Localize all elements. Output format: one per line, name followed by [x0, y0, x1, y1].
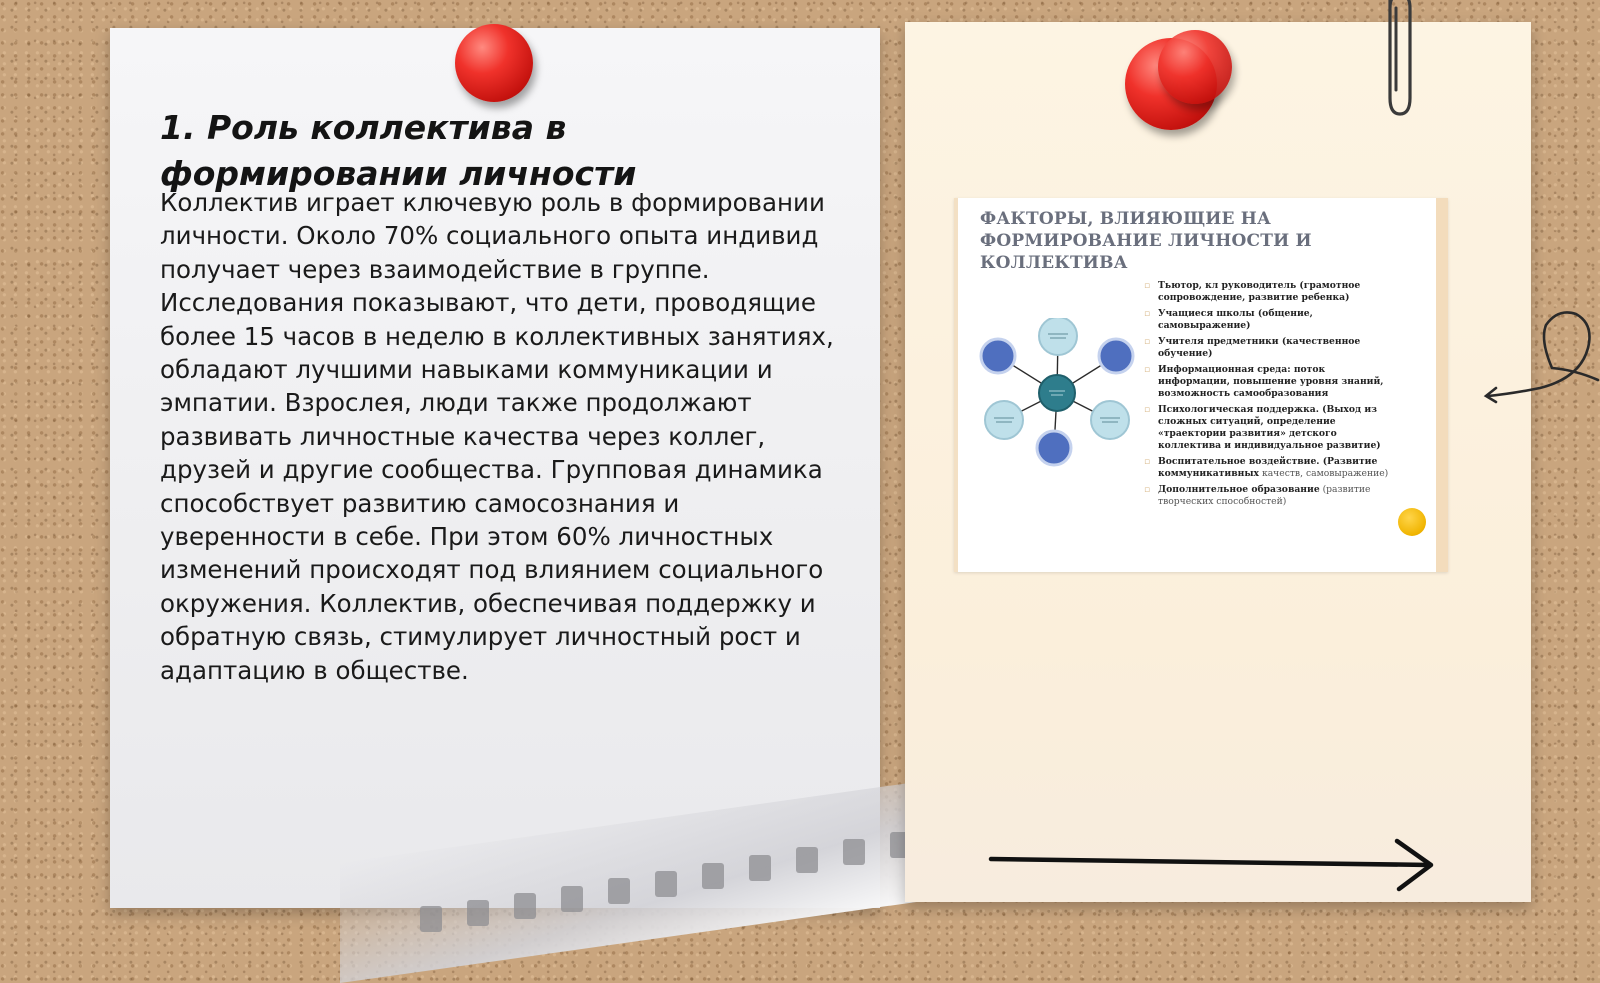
factors-list: [1144, 280, 1394, 512]
swirl-arrow-icon: [1480, 300, 1600, 410]
list-item: ▫ Учителя предметники (качественное обучение): [1144, 336, 1361, 359]
body-paragraph: Коллектив играет ключевую роль в формировании личности. Около 70% социального опыта индивид получает через взаимодействие в группе. Исследования показывают, что дети, проводящие более 15 часов в неделю в коллективных занятиях, обладают лучшими навыками коммуникации и эмпатии. Взрослея, люди также продолжают развивать личностные качества через коллег, друзей и другие сообщества. Групповая динамика способствует развитию самосознания и уверенности в себе. При этом 60% личностных изменений происходят под влиянием социального окружения. Коллектив, обеспечивая поддержку и обратную связь, стимулирует личностный рост и адаптацию в обществе.: [160, 188, 834, 685]
network-diagram: [972, 318, 1142, 478]
list-item: ▫ Дополнительное образование (развитие творческих способностей): [1144, 484, 1371, 507]
spiral-holes: [420, 828, 980, 928]
list-item: ▫ Воспитательное воздействие. (Развитие коммуникативных качеств, самовыражение): [1144, 456, 1389, 479]
paperclip-icon: [1378, 0, 1418, 120]
push-pin-icon: [1158, 30, 1232, 104]
list-item: ▫ Учащиеся школы (общение, самовыражение): [1144, 308, 1313, 331]
list-item: ▫ Информационная среда: поток информации, повышение уровня знаний, возможность самообразования: [1144, 364, 1384, 399]
push-pin-icon: [455, 24, 533, 102]
factors-slide: [954, 198, 1448, 572]
yellow-dot: [1398, 508, 1426, 536]
slide-title: ФАКТОРЫ, ВЛИЯЮЩИЕ НА ФОРМИРОВАНИЕ ЛИЧНОСТИ И КОЛЛЕКТИВА: [980, 209, 1312, 273]
list-item: ▫ Психологическая поддержка. (Выход из сложных ситуаций, определение «траектории развития» детского коллектива и индивидуальное развитие): [1144, 404, 1381, 451]
list-item: ▫ Тьютор, кл руководитель (грамотное сопровождение, развитие ребенка): [1144, 280, 1361, 303]
arrow-right-icon: [985, 835, 1445, 895]
page-title: 1. Роль коллектива в формировании личности: [160, 108, 637, 193]
